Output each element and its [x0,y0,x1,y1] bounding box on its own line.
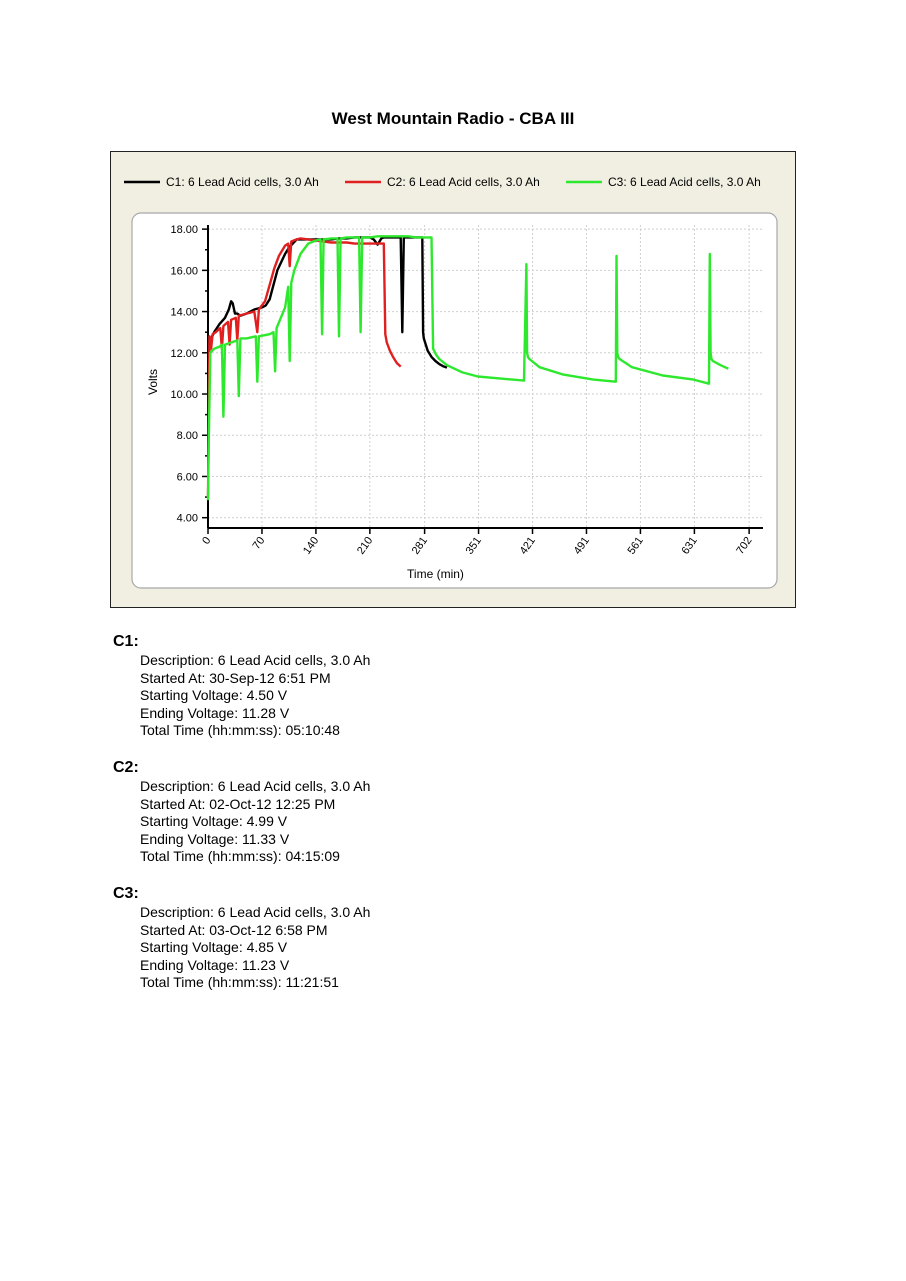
summary-ending-voltage: Ending Voltage: 11.28 V [140,704,290,721]
summary-heading: C2: [113,759,139,776]
x-tick-label: 702 [734,534,755,557]
summary-ending-voltage: Ending Voltage: 11.33 V [140,830,290,847]
summary-description: Description: 6 Lead Acid cells, 3.0 Ah [140,904,371,920]
legend-label: C3: 6 Lead Acid cells, 3.0 Ah [608,175,761,189]
summary-started: Started At: 30-Sep-12 6:51 PM [140,669,331,686]
legend-label: C1: 6 Lead Acid cells, 3.0 Ah [166,175,319,189]
summary-heading: C3: [113,885,139,902]
legend-label: C2: 6 Lead Acid cells, 3.0 Ah [387,175,540,189]
plot-panel [132,213,777,588]
summary-starting-voltage: Starting Voltage: 4.99 V [140,813,288,830]
summary-c3 [113,884,370,992]
x-tick-label: 421 [517,534,538,557]
x-tick-label: 491 [571,534,592,557]
summary-ending-voltage: Ending Voltage: 11.23 V [140,956,290,973]
summary-description: Description: 6 Lead Acid cells, 3.0 Ah [140,778,371,794]
y-tick-label: 6.00 [176,471,198,484]
y-axis-label: Volts [146,368,160,396]
x-tick-label: 70 [250,534,268,552]
summary-starting-voltage: Starting Voltage: 4.50 V [140,687,288,704]
x-tick-label: 281 [409,534,431,557]
summary-total-time: Total Time (hh:mm:ss): 05:10:48 [140,722,340,739]
summary-c2 [113,758,370,866]
y-tick-label: 10.00 [170,389,198,402]
x-axis-label: Time (min) [407,567,464,581]
x-tick-label: 351 [463,534,485,557]
summary-description: Description: 6 Lead Acid cells, 3.0 Ah [140,652,371,668]
summary-heading: C1: [113,633,139,650]
summary-total-time: Total Time (hh:mm:ss): 11:21:51 [140,974,339,991]
chart-frame [110,151,796,608]
y-tick-label: 18.00 [170,224,198,237]
x-tick-label: 631 [679,534,700,557]
y-tick-label: 8.00 [176,430,198,443]
y-tick-label: 12.00 [170,347,198,360]
summary-c1 [113,632,370,740]
summary-started: Started At: 02-Oct-12 12:25 PM [140,795,336,812]
x-tick-label: 140 [301,534,322,557]
x-tick-label: 0 [200,534,214,547]
y-tick-label: 14.00 [170,306,198,319]
summary-started: Started At: 03-Oct-12 6:58 PM [140,921,328,938]
y-tick-label: 4.00 [176,512,198,525]
x-tick-label: 210 [354,534,376,557]
page-title: West Mountain Radio - CBA III [331,109,575,128]
x-tick-label: 561 [625,534,646,557]
y-tick-label: 16.00 [170,265,198,278]
voltage-chart [111,152,797,609]
summary-total-time: Total Time (hh:mm:ss): 04:15:09 [140,848,340,865]
summary-starting-voltage: Starting Voltage: 4.85 V [140,939,288,956]
